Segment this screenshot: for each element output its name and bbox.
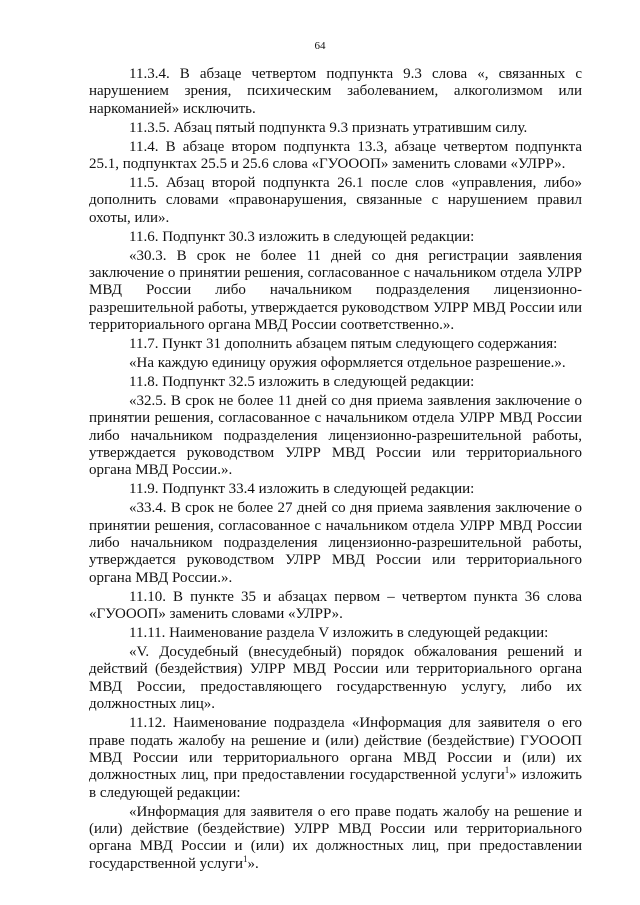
footnote-mark: 1: [242, 853, 248, 864]
paragraph-11-10: 11.10. В пункте 35 и абзацах первом – четвертом пункта 36 слова «ГУОООП» заменить словами «УЛРР».: [89, 588, 582, 623]
paragraph-11-12-tail: » изложить в следующей редакции:: [89, 767, 583, 801]
paragraph-32-5-text: «32.5. В срок не более 11 дней со дня приема заявления заключение о принятии решения, согласованное с начальником отдела УЛРР МВД России либо начальником подразделения лицензионно-разрешительной работы, утверждается руководством УЛРР МВД России или территориального органа МВД России.».: [89, 392, 582, 479]
paragraph-11-7: 11.7. Пункт 31 дополнить абзацем пятым следующего содержания:: [129, 336, 558, 353]
paragraph-30-3-text: «30.3. В срок не более 11 дней со дня регистрации заявления заключение о принятии решения, согласованное с начальником отдела УЛРР МВД России либо начальником подразделения лицензионно-разрешительной работы, утверждается руководством УЛРР МВД России или территориального органа МВД России соответственно.».: [89, 247, 582, 334]
paragraph-33-4-text: «33.4. В срок не более 27 дней со дня приема заявления заключение о принятии решения, согласованное с начальником отдела УЛРР МВД России либо начальником подразделения лицензионно-разрешительной работы, утверждается руководством УЛРР МВД России или территориального органа МВД России.».: [89, 500, 582, 586]
document-body: [89, 66, 582, 875]
paragraph-11-3-5: 11.3.5. Абзац пятый подпункта 9.3 признать утратившим силу.: [129, 119, 528, 136]
paragraph-new-subsection-text: «Информация для заявителя о его праве подать жалобу на решение и (или) действие (бездействие) УЛРР МВД России или территориального органа МВД России и (или) их должностных лиц, при предоставлении государственной услуги: [89, 803, 582, 872]
paragraph-11-9: 11.9. Подпункт 33.4 изложить в следующей редакции:: [129, 481, 475, 498]
paragraph-11-4: 11.4. В абзаце втором подпункта 13.3, абзаце четвертом подпункта 25.1, подпунктах 25.5 и 25.6 слова «ГУОООП» заменить словами «УЛРР».: [89, 138, 582, 173]
paragraph-11-8: 11.8. Подпункт 32.5 изложить в следующей редакции:: [129, 373, 475, 390]
paragraph-11-3-4: 11.3.4. В абзаце четвертом подпункта 9.3 слова «, связанных с нарушением зрения, психическим заболеванием, алкоголизмом или наркоманией» исключить.: [89, 66, 582, 117]
paragraph-11-6: 11.6. Подпункт 30.3 изложить в следующей редакции:: [129, 228, 475, 245]
paragraph-31-text: «На каждую единицу оружия оформляется отдельное разрешение.».: [129, 355, 566, 371]
paragraph-11-11: 11.11. Наименование раздела V изложить в следующей редакции:: [129, 625, 549, 642]
page-number: 64: [314, 40, 326, 52]
paragraph-section-v-title: «V. Досудебный (внесудебный) порядок обжалования решений и действий (бездействия) УЛРР МВД России или территориального органа МВД России, предоставляющего государственную услугу, либо их должностных лиц».: [89, 644, 582, 713]
paragraph-11-12-text: 11.12. Наименование подраздела «Информация для заявителя о его праве подать жалобу на решение и (или) действие (бездействие) ГУОООП МВД России или территориального органа МВД России и (или) их должностных лиц, при предоставлении государственной услуги: [89, 715, 582, 784]
paragraph-11-5: 11.5. Абзац второй подпункта 26.1 после слов «управления, либо» дополнить словами «правонарушения, связанные с нарушением правил охоты, или».: [89, 174, 582, 226]
paragraph-11-12: [89, 715, 582, 802]
paragraph-new-subsection-title: [89, 804, 582, 874]
paragraph-new-subsection-tail: ».: [247, 855, 259, 872]
footnote-mark: 1: [504, 765, 510, 776]
